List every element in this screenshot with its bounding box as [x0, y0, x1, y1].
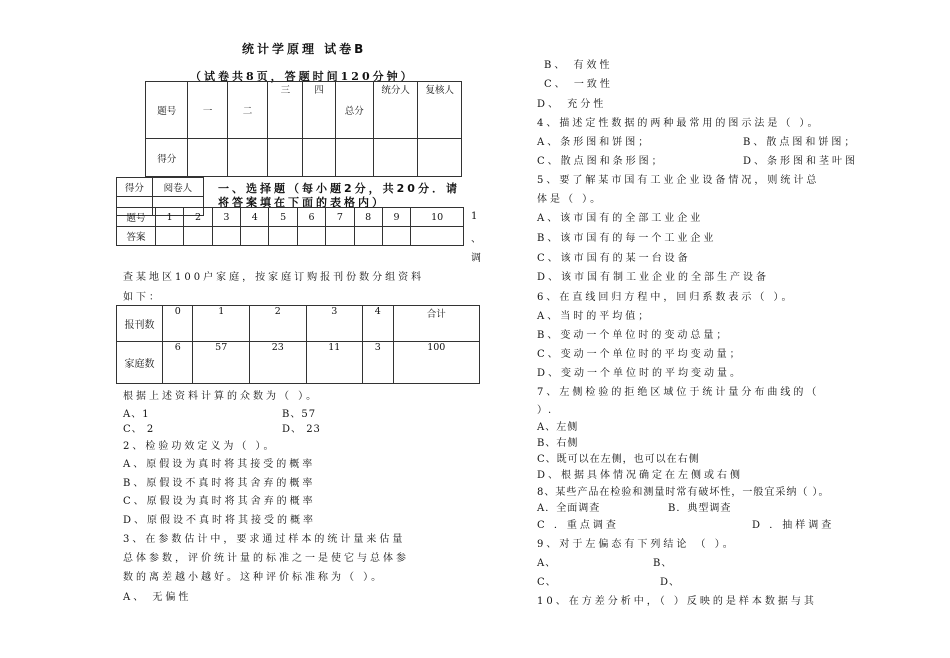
section-score-label: 得分 — [117, 178, 153, 197]
q5-option-b: B、该市国有的每一个工业企业 — [537, 233, 717, 244]
q1-option-a: A、1 — [123, 409, 150, 420]
question-1-text-2: 如下： — [123, 292, 162, 303]
question-7-text-2: ）. — [537, 405, 553, 416]
data-cell: 合计 — [393, 306, 479, 342]
q1-number-word: 调 — [471, 253, 481, 264]
q1-number: 1 — [471, 211, 478, 222]
q6-option-c: C、变动一个单位时的平均变动量； — [537, 349, 743, 360]
score-table-header: 四 — [303, 82, 335, 139]
score-table-label: 得分 — [146, 139, 188, 177]
q3-option-d: D、 充分性 — [537, 99, 607, 110]
score-table — [145, 81, 462, 177]
q6-option-d: D、变动一个单位时的平均变动量。 — [537, 368, 744, 379]
question-5-text-2: 体是（ ）。 — [537, 194, 604, 205]
answer-number: 2 — [184, 208, 212, 227]
answer-table-label: 题号 — [117, 208, 156, 227]
score-table-header: 三 — [268, 82, 303, 139]
score-table-header: 复核人 — [418, 82, 462, 139]
q2-option-a: A、原假设为真时将其接受的概率 — [123, 459, 316, 470]
q6-option-b: B、变动一个单位时的变动总量； — [537, 330, 730, 341]
data-cell: 0 — [163, 306, 193, 342]
q4-option-b: B、散点图和饼图； — [743, 137, 858, 148]
question-3-text-2: 总体参数，评价统计量的标准之一是使它与总体参 — [123, 553, 409, 564]
q2-option-b: B、原假设不真时将其舍弃的概率 — [123, 478, 316, 489]
exam-title: 统计学原理 试卷B — [242, 42, 367, 56]
q1-option-d: D、 23 — [282, 424, 321, 435]
score-table-header: 题号 — [146, 82, 188, 139]
question-1-text: 查某地区100户家庭，按家庭订购报刊份数分组资料 — [123, 272, 425, 283]
score-cell[interactable] — [268, 139, 303, 177]
score-cell[interactable] — [335, 139, 373, 177]
answer-cell[interactable] — [297, 227, 325, 246]
q5-option-c: C、该市国有的某一台设备 — [537, 253, 691, 264]
answer-cell[interactable] — [156, 227, 184, 246]
answer-cell[interactable] — [411, 227, 464, 246]
q7-option-d: D、根据具体情况确定在左侧或右侧 — [537, 470, 744, 481]
q7-option-c: C、既可以在左侧，也可以在右侧 — [537, 454, 700, 465]
q1-option-b: B、57 — [282, 409, 317, 420]
score-table-header: 总分 — [335, 82, 373, 139]
question-3-text: 3、在参数估计中，要求通过样本的统计量来估量 — [123, 534, 406, 545]
q2-option-c: C、原假设为真时将其舍弃的概率 — [123, 496, 316, 507]
q4-option-d: D、条形图和茎叶图 — [743, 156, 859, 167]
q3-option-c: C、 一致性 — [544, 79, 613, 90]
question-1-stem: 根据上述资料计算的众数为（ ）。 — [123, 391, 320, 402]
answer-cell[interactable] — [184, 227, 212, 246]
data-row-label: 家庭数 — [117, 342, 163, 384]
data-cell: 6 — [163, 342, 193, 384]
answer-number: 1 — [156, 208, 184, 227]
q2-option-d: D、原假设不真时将其接受的概率 — [123, 515, 317, 526]
score-cell[interactable] — [227, 139, 267, 177]
answer-number: 7 — [326, 208, 354, 227]
q3-option-a: A、 无偏性 — [123, 592, 192, 603]
question-9-text: 9、对于左偏态有下列结论 （ ）。 — [537, 539, 736, 550]
answer-number: 3 — [212, 208, 240, 227]
score-table-header: 一 — [188, 82, 227, 139]
data-cell: 23 — [249, 342, 306, 384]
q5-option-a: A、该市国有的全部工业企业 — [537, 213, 704, 224]
data-cell: 4 — [363, 306, 393, 342]
q8-option-d: D ．抽样调查 — [752, 520, 835, 531]
answer-cell[interactable] — [212, 227, 240, 246]
q9-option-a: A、 — [537, 558, 557, 569]
q8-option-c: C ．重点调查 — [537, 520, 619, 531]
answer-number: 9 — [382, 208, 410, 227]
data-cell: 3 — [306, 306, 363, 342]
q1-number-sep: 、 — [471, 234, 481, 245]
section-reviewer-label: 阅卷人 — [152, 178, 203, 197]
answer-cell[interactable] — [269, 227, 297, 246]
question-7-text: 7、左侧检验的拒绝区域位于统计量分布曲线的（ — [537, 387, 820, 398]
answer-number: 6 — [297, 208, 325, 227]
q5-option-d: D、该市国有制工业企业的全部生产设备 — [537, 272, 770, 283]
answer-cell[interactable] — [354, 227, 382, 246]
answer-table — [116, 207, 464, 246]
answer-number: 10 — [411, 208, 464, 227]
score-cell[interactable] — [188, 139, 227, 177]
score-table-header: 统分人 — [373, 82, 418, 139]
data-cell: 2 — [249, 306, 306, 342]
answer-number: 5 — [269, 208, 297, 227]
question-5-text: 5、要了解某市国有工业企业设备情况，则统计总 — [537, 175, 820, 186]
question-4-text: 4、描述定性数据的两种最常用的图示法是（ ）。 — [537, 118, 821, 129]
answer-cell[interactable] — [326, 227, 354, 246]
q8-option-b: B．典型调查 — [668, 503, 732, 514]
answer-number: 8 — [354, 208, 382, 227]
score-cell[interactable] — [418, 139, 462, 177]
score-cell[interactable] — [303, 139, 335, 177]
q7-option-a: A、左侧 — [537, 422, 579, 433]
q7-option-b: B、右侧 — [537, 438, 579, 449]
data-cell: 100 — [393, 342, 479, 384]
score-table-header: 二 — [227, 82, 267, 139]
q9-option-c: C、 — [537, 577, 557, 588]
q4-option-c: C、散点图和条形图； — [537, 156, 665, 167]
question-6-text: 6、在直线回归方程中，回归系数表示（ ）。 — [537, 292, 795, 303]
q9-option-b: B、 — [653, 558, 673, 569]
question-3-text-3: 数的离差越小越好。这种评价标准称为（ ）。 — [123, 572, 385, 583]
exam-subtitle: （试卷共8页，答题时间120分钟） — [190, 70, 415, 83]
q3-option-b: B、 有效性 — [544, 60, 613, 71]
q9-option-d: D、 — [660, 577, 681, 588]
question-8-text: 8、某些产品在检验和测量时常有破坏性，一般宜采纳（ ）。 — [537, 487, 830, 498]
score-cell[interactable] — [373, 139, 418, 177]
q4-option-a: A、条形图和饼图； — [537, 137, 652, 148]
data-cell: 57 — [193, 342, 250, 384]
section-instruction-2: 将答案填在下面的表格内） — [218, 196, 386, 209]
data-row-label: 报刊数 — [117, 306, 163, 342]
section-instruction: 一、选择题（每小题2分，共20分．请 — [218, 182, 460, 195]
answer-cell[interactable] — [241, 227, 269, 246]
data-cell: 3 — [363, 342, 393, 384]
answer-number: 4 — [241, 208, 269, 227]
data-cell: 11 — [306, 342, 363, 384]
question-10-text: 10、在方差分析中，（ ）反映的是样本数据与其 — [537, 596, 817, 607]
q1-option-c: C、 2 — [123, 424, 155, 435]
answer-table-label: 答案 — [117, 227, 156, 246]
q6-option-a: A、当时的平均值； — [537, 311, 652, 322]
data-cell: 1 — [193, 306, 250, 342]
answer-cell[interactable] — [382, 227, 410, 246]
q8-option-a: A．全面调查 — [537, 503, 601, 514]
data-table — [116, 305, 480, 384]
question-2-text: 2、检验功效定义为（ ）。 — [123, 441, 277, 452]
